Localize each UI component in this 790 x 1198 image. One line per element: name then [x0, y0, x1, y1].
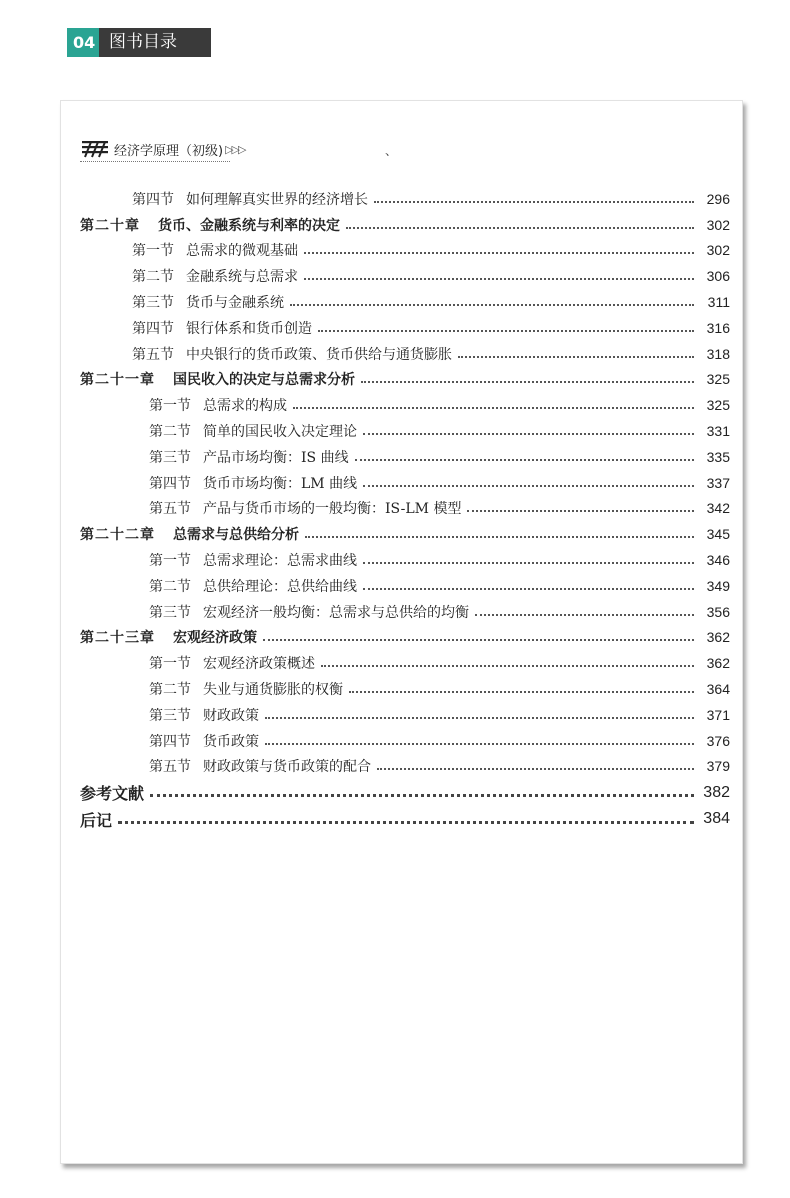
toc-entry-number: 第二十一章 [80, 372, 155, 389]
toc-entry-title: 财政政策 [203, 707, 259, 724]
toc-page-number: 362 [706, 629, 730, 646]
toc-page-number: 346 [706, 552, 730, 569]
toc-entry-number: 第二节 [149, 424, 191, 441]
toc-section-row [80, 444, 730, 470]
toc-entry-title: 宏观经济政策 [173, 630, 257, 647]
toc-section-row [80, 754, 730, 780]
toc-entry-label [149, 731, 259, 751]
toc-entry-label [80, 215, 340, 235]
toc-entry-title: 国民收入的决定与总需求分析 [173, 372, 355, 389]
toc-entry-title: 总需求的构成 [203, 398, 287, 415]
toc-entry-title: 货币、金融系统与利率的决定 [158, 217, 340, 234]
dot-leader [290, 304, 694, 306]
toc-entry-number: 第一节 [132, 243, 174, 260]
dot-leader [458, 356, 694, 358]
dot-leader [349, 691, 694, 693]
toc-entry-number: 第一节 [149, 553, 191, 570]
toc-entry-label [80, 781, 144, 804]
toc-entry-number: 第二十三章 [80, 630, 155, 647]
toc-entry-title: 宏观经济一般均衡：总需求与总供给的均衡 [203, 604, 469, 621]
toc-page-number: 371 [706, 706, 730, 723]
toc-entry-label [132, 318, 312, 338]
toc-section-row [80, 470, 730, 496]
dot-leader [265, 717, 694, 719]
badge-number: 04 [67, 28, 99, 57]
toc-entry-number: 第三节 [132, 295, 174, 312]
toc-entry-title: 货币政策 [203, 733, 259, 750]
header-rule [80, 161, 230, 162]
toc-entry-label [132, 266, 298, 286]
dot-leader [293, 407, 694, 409]
dot-leader [374, 201, 694, 203]
toc-entry-label [80, 524, 299, 544]
toc-page-number: 325 [706, 371, 730, 388]
toc-entry-title: 总需求与总供给分析 [173, 527, 299, 544]
toc-entry-number: 第五节 [149, 501, 191, 518]
toc-entry-number: 第一节 [149, 398, 191, 415]
toc-entry-number: 第四节 [132, 320, 174, 337]
toc-page-number: 311 [707, 294, 730, 311]
toc-section-row [80, 263, 730, 289]
toc-entry-title: 总供给理论：总供给曲线 [203, 578, 357, 595]
toc-section-row [80, 496, 730, 522]
toc-page-number: 296 [706, 190, 730, 207]
dot-leader [304, 278, 694, 280]
toc-page-number: 356 [706, 603, 730, 620]
toc-entry-number: 第三节 [149, 449, 191, 466]
arrows-icon: ▷▷▷ [225, 142, 245, 156]
toc-entry-title: 货币与金融系统 [186, 295, 284, 312]
toc-entry-label [149, 498, 461, 518]
toc-entry-label [149, 447, 349, 467]
toc-entry-number: 第二节 [149, 682, 191, 699]
toc-entry-number: 第一节 [149, 656, 191, 673]
toc-entry-label [80, 808, 112, 831]
toc-entry-label [132, 292, 284, 312]
toc-section-row [80, 186, 730, 212]
toc-entry-title: 如何理解真实世界的经济增长 [186, 191, 368, 208]
toc-section-row [80, 418, 730, 444]
publisher-logo-icon [80, 139, 110, 159]
toc-entry-title: 财政政策与货币政策的配合 [203, 759, 371, 776]
toc-section-row [80, 392, 730, 418]
toc-entry-label [149, 653, 315, 673]
toc-page-number: 302 [706, 216, 730, 233]
dot-leader [363, 485, 694, 487]
toc-page-number: 349 [706, 577, 730, 594]
toc-entry-number: 第三节 [149, 707, 191, 724]
toc-entry-label [149, 576, 357, 596]
toc-section-row [80, 341, 730, 367]
toc-section-row [80, 289, 730, 315]
toc-entry-label [80, 369, 355, 389]
toc-entry-number: 第五节 [149, 759, 191, 776]
toc-page-number: 345 [706, 526, 730, 543]
dot-leader [150, 794, 694, 797]
toc-page-number: 382 [703, 783, 730, 801]
toc-chapter-row [80, 521, 730, 547]
toc-entry-label [149, 395, 287, 415]
toc-entry-label [149, 602, 469, 622]
toc-page-number: 316 [706, 319, 730, 336]
toc-section-row [80, 573, 730, 599]
toc-page-number: 384 [703, 810, 730, 828]
toc-page-number: 337 [706, 474, 730, 491]
dot-leader [305, 536, 694, 538]
toc-entry-title: 产品与货币市场的一般均衡：IS-LM 模型 [203, 501, 462, 518]
toc-entry-label [80, 627, 257, 647]
badge-title: 图书目录 [99, 28, 211, 57]
running-header [80, 136, 244, 162]
toc-entry-title: 简单的国民收入决定理论 [203, 424, 357, 441]
toc-entry-number: 第二十二章 [80, 527, 155, 544]
toc-page-number: 362 [706, 655, 730, 672]
table-of-contents [80, 186, 730, 832]
toc-section-row [80, 650, 730, 676]
toc-section-row [80, 315, 730, 341]
stray-mark: 、 [385, 144, 398, 158]
running-title: 经济学原理（初级) [114, 143, 224, 159]
toc-page-number: 325 [706, 397, 730, 414]
toc-entry-title: 总需求的微观基础 [186, 243, 298, 260]
toc-entry-title: 货币市场均衡：LM 曲线 [203, 475, 358, 492]
dot-leader [467, 510, 694, 512]
toc-section-row [80, 547, 730, 573]
toc-entry-label [132, 240, 298, 260]
toc-section-row [80, 728, 730, 754]
toc-page-number: 376 [706, 732, 730, 749]
dot-leader [265, 743, 694, 745]
dot-leader [318, 330, 694, 332]
dot-leader [321, 665, 694, 667]
toc-entry-title: 失业与通货膨胀的权衡 [203, 682, 343, 699]
toc-entry-title: 总需求理论：总需求曲线 [203, 553, 357, 570]
toc-entry-number: 第四节 [149, 733, 191, 750]
catalog-badge [67, 28, 211, 57]
toc-entry-label [132, 189, 368, 209]
dot-leader [475, 614, 694, 616]
toc-entry-label [149, 756, 371, 776]
toc-section-row [80, 702, 730, 728]
toc-page-number: 331 [706, 423, 730, 440]
dot-leader [304, 252, 694, 254]
toc-entry-number: 第四节 [149, 475, 191, 492]
toc-page-number: 342 [706, 500, 730, 517]
toc-entry-number: 第二节 [149, 578, 191, 595]
toc-entry-number: 第二十章 [80, 217, 140, 234]
toc-section-row [80, 238, 730, 264]
toc-section-row [80, 676, 730, 702]
toc-page-number: 306 [706, 268, 730, 285]
dot-leader [361, 381, 694, 383]
dot-leader [377, 768, 694, 770]
toc-page-number: 335 [706, 448, 730, 465]
toc-entry-label [149, 705, 259, 725]
dot-leader [355, 459, 694, 461]
toc-page-number: 379 [706, 758, 730, 775]
toc-entry-title: 参考文献 [80, 784, 145, 804]
toc-entry-label [149, 473, 357, 493]
dot-leader [118, 821, 694, 824]
toc-entry-title: 中央银行的货币政策、货币供给与通货膨胀 [186, 346, 452, 363]
toc-entry-title: 产品市场均衡：IS 曲线 [203, 449, 349, 466]
toc-entry-label [149, 679, 343, 699]
toc-backmatter-row [80, 779, 730, 806]
toc-entry-label [149, 421, 357, 441]
toc-entry-label [149, 550, 357, 570]
toc-page-number: 302 [706, 242, 730, 259]
toc-chapter-row [80, 212, 730, 238]
toc-backmatter-row [80, 806, 730, 833]
toc-entry-title: 银行体系和货币创造 [186, 320, 312, 337]
toc-page-number: 318 [706, 345, 730, 362]
dot-leader [363, 562, 694, 564]
toc-page-number: 364 [706, 681, 730, 698]
toc-entry-title: 金融系统与总需求 [186, 269, 298, 286]
toc-chapter-row [80, 367, 730, 393]
toc-entry-label [132, 344, 452, 364]
toc-section-row [80, 599, 730, 625]
dot-leader [346, 227, 694, 229]
toc-entry-number: 第四节 [132, 191, 174, 208]
toc-chapter-row [80, 625, 730, 651]
toc-entry-number: 第三节 [149, 604, 191, 621]
dot-leader [363, 433, 694, 435]
toc-entry-title: 宏观经济政策概述 [203, 656, 315, 673]
toc-entry-number: 第二节 [132, 269, 174, 286]
toc-entry-title: 后记 [80, 810, 113, 830]
toc-entry-number: 第五节 [132, 346, 174, 363]
dot-leader [363, 588, 694, 590]
dot-leader [263, 639, 694, 641]
